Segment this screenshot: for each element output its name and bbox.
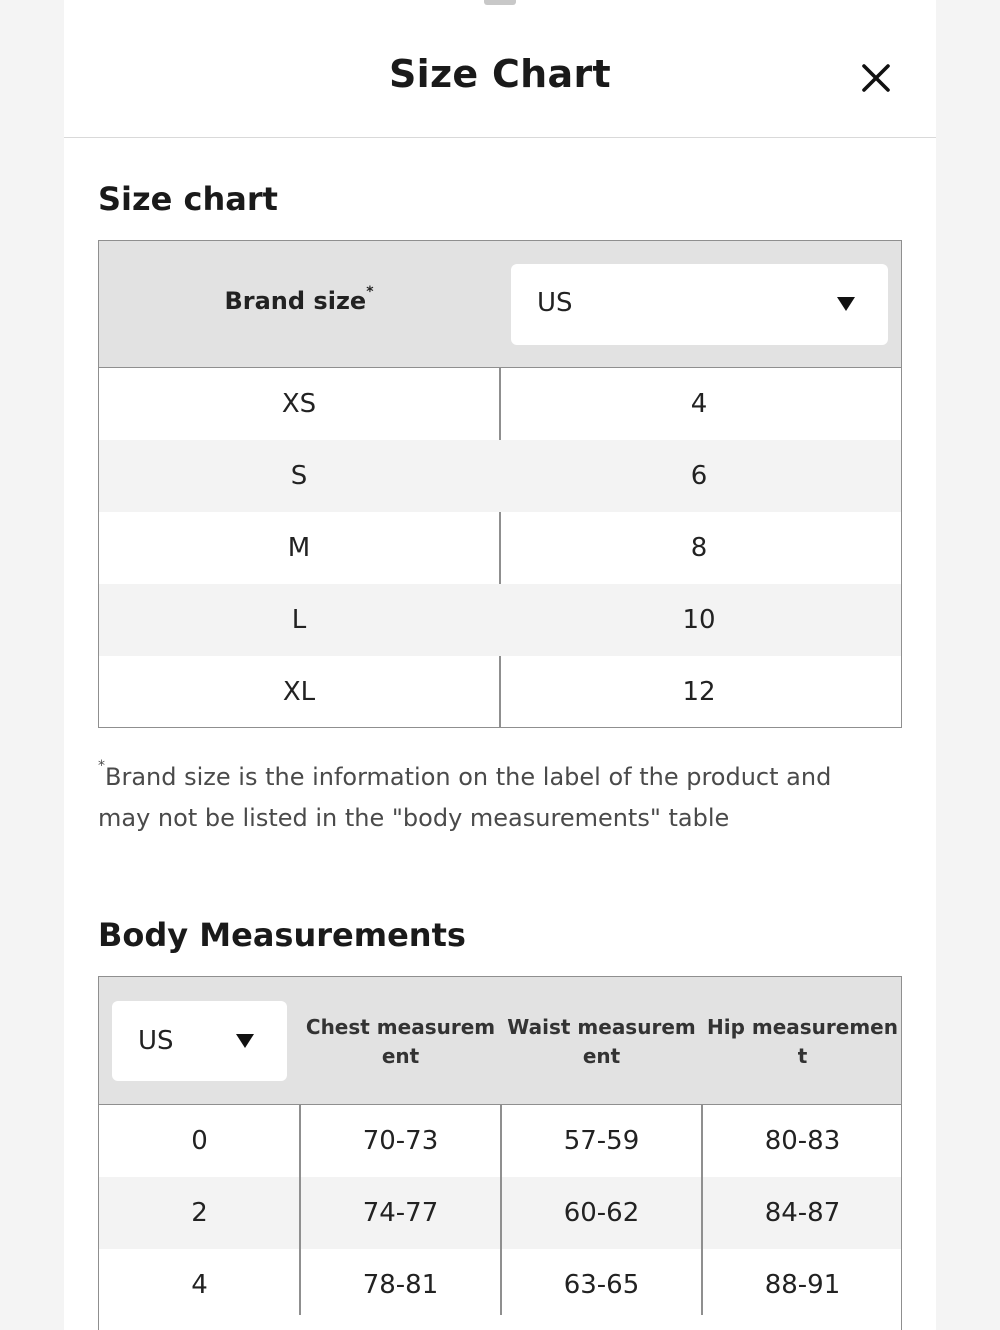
size-chart-heading: Size chart bbox=[98, 180, 278, 218]
us-size-cell: 10 bbox=[682, 605, 716, 635]
column-divider bbox=[299, 1105, 301, 1315]
size-cell: 0 bbox=[191, 1126, 208, 1156]
chest-header-line-1: Chest measurem bbox=[305, 1015, 496, 1039]
sheet-header bbox=[64, 0, 936, 138]
chest-column-header bbox=[300, 1013, 501, 1071]
table-row bbox=[99, 440, 901, 512]
brand-size-cell: XL bbox=[282, 677, 316, 707]
brand-size-footnote bbox=[98, 752, 898, 839]
body-measurements-table-header bbox=[99, 977, 901, 1105]
footnote-line-2: may not be listed in the "body measurements" table bbox=[98, 804, 730, 832]
waist-cell: 63-65 bbox=[563, 1270, 640, 1300]
body-measurements-heading: Body Measurements bbox=[98, 916, 466, 954]
chest-cell: 70-73 bbox=[362, 1126, 439, 1156]
waist-cell: 60-62 bbox=[563, 1198, 640, 1228]
waist-header-line-1: Waist measurem bbox=[507, 1015, 696, 1039]
page-title: Size Chart bbox=[388, 52, 611, 96]
caret-down-icon bbox=[837, 297, 855, 311]
footnote-line-1: Brand size is the information on the label of the product and bbox=[105, 763, 832, 791]
hip-header-line-1: Hip measuremen bbox=[707, 1015, 898, 1039]
hip-column-header bbox=[702, 1013, 903, 1071]
waist-cell: 57-59 bbox=[563, 1126, 640, 1156]
hip-cell: 80-83 bbox=[764, 1126, 841, 1156]
brand-size-label-text: Brand size bbox=[224, 287, 367, 315]
size-chart-sheet bbox=[64, 0, 936, 1330]
hip-cell: 84-87 bbox=[764, 1198, 841, 1228]
table-row bbox=[99, 656, 901, 728]
chest-cell: 78-81 bbox=[362, 1270, 439, 1300]
waist-column-header bbox=[501, 1013, 702, 1071]
column-divider bbox=[701, 1105, 703, 1315]
table-row bbox=[99, 368, 901, 440]
brand-size-cell: L bbox=[291, 605, 307, 635]
table-row bbox=[99, 512, 901, 584]
size-cell: 2 bbox=[191, 1198, 208, 1228]
brand-size-table bbox=[98, 240, 902, 728]
caret-down-icon bbox=[236, 1034, 254, 1048]
chest-header-line-2: ent bbox=[381, 1044, 420, 1068]
brand-size-cell: XS bbox=[281, 389, 317, 419]
brand-size-asterisk: * bbox=[366, 284, 374, 300]
chest-cell: 74-77 bbox=[362, 1198, 439, 1228]
brand-size-table-header bbox=[99, 241, 901, 368]
hip-cell: 88-91 bbox=[764, 1270, 841, 1300]
brand-size-region-value: US bbox=[537, 288, 573, 318]
body-measurements-region-select[interactable] bbox=[112, 1001, 287, 1081]
brand-size-label bbox=[99, 284, 499, 315]
hip-header-line-2: t bbox=[797, 1044, 808, 1068]
brand-size-region-select[interactable] bbox=[511, 264, 888, 345]
close-icon bbox=[856, 58, 896, 98]
size-cell: 4 bbox=[191, 1270, 208, 1300]
column-divider bbox=[500, 1105, 502, 1315]
us-size-cell: 4 bbox=[690, 389, 708, 419]
body-measurements-region-value: US bbox=[138, 1026, 174, 1056]
us-size-cell: 8 bbox=[690, 533, 708, 563]
close-button[interactable] bbox=[856, 58, 896, 98]
us-size-cell: 6 bbox=[690, 461, 708, 491]
brand-size-cell: M bbox=[287, 533, 311, 563]
body-measurements-table bbox=[98, 976, 902, 1330]
waist-header-line-2: ent bbox=[582, 1044, 621, 1068]
table-row bbox=[99, 584, 901, 656]
brand-size-cell: S bbox=[290, 461, 308, 491]
footnote-asterisk: * bbox=[98, 758, 105, 774]
us-size-cell: 12 bbox=[682, 677, 716, 707]
